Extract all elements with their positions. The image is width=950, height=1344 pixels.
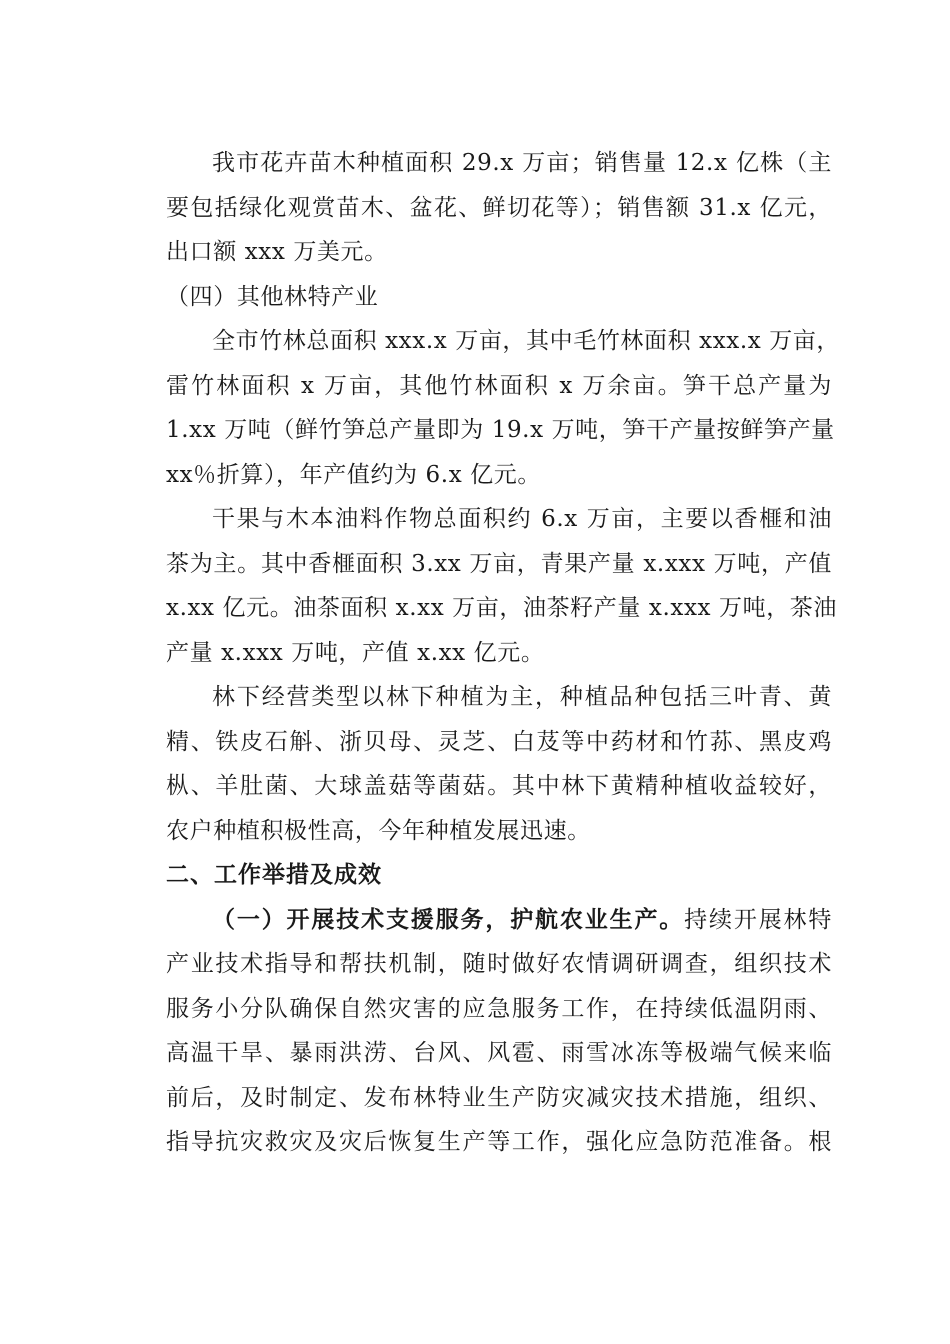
- document-page: [120, 141, 841, 1165]
- text-line: 我市花卉苗木种植面积 29.x 万亩；销售量 12.x 亿株（主: [212, 150, 832, 176]
- text-line: 枞、羊肚菌、大球盖菇等菌菇。其中林下黄精种植收益较好，: [166, 773, 832, 799]
- text-line: 1.xx 万吨（鲜竹笋总产量即为 19.x 万吨，笋干产量按鲜笋产量: [166, 417, 835, 443]
- section-heading-other-forestry: （四）其他林特产业: [166, 283, 379, 310]
- text-line: 农户种植积极性高，今年种植发展迅速。: [166, 817, 591, 844]
- text-line: 高温干旱、暴雨洪涝、台风、风雹、雨雪冰冻等极端气候来临: [166, 1040, 832, 1066]
- paragraph-flowers: [120, 141, 832, 275]
- text-line: x.xx 亿元。油茶面积 x.xx 万亩，油茶籽产量 x.xxx 万吨，茶油: [166, 595, 837, 621]
- text-line: 指导抗灾救灾及灾后恢复生产等工作，强化应急防范准备。根: [166, 1129, 832, 1155]
- paragraph-understory: [120, 675, 832, 853]
- text-line: 要包括绿化观赏苗木、盆花、鲜切花等）；销售额 31.x 亿元，: [166, 194, 832, 221]
- paragraph-lead-title: （一）开展技术支援服务，护航农业生产。: [212, 905, 685, 933]
- text-line: 服务小分队确保自然灾害的应急服务工作，在持续低温阴雨、: [166, 995, 832, 1022]
- text-line: [120, 898, 832, 943]
- text-line: 前后，及时制定、发布林特业生产防灾减灾技术措施，组织、: [166, 1084, 832, 1111]
- text-line: 产业技术指导和帮扶机制，随时做好农情调研调查，组织技术: [166, 951, 832, 977]
- text-line: 雷竹林面积 x 万亩，其他竹林面积 x 万余亩。笋干总产量为: [166, 372, 832, 399]
- paragraph-bamboo: [120, 319, 841, 497]
- text-line: 干果与木本油料作物总面积约 6.x 万亩，主要以香榧和油: [212, 506, 832, 532]
- text-line: 全市竹林总面积 xxx.x 万亩，其中毛竹林面积 xxx.x 万亩，: [212, 328, 841, 354]
- paragraph-lead-rest: 持续开展林特: [684, 906, 832, 933]
- paragraph-technical-support: [120, 898, 832, 1165]
- text-line: 精、铁皮石斛、浙贝母、灵芝、白芨等中药材和竹荪、黑皮鸡: [166, 728, 832, 755]
- text-line: xx％折算），年产值约为 6.x 亿元。: [166, 461, 541, 488]
- text-line: 茶为主。其中香榧面积 3.xx 万亩，青果产量 x.xxx 万吨，产值: [166, 550, 832, 577]
- section-heading-measures: 二、工作举措及成效: [166, 862, 382, 888]
- paragraph-dry-fruit-oil: [120, 497, 837, 675]
- text-line: 产量 x.xxx 万吨，产值 x.xx 亿元。: [166, 639, 545, 666]
- text-line: 出口额 xxx 万美元。: [166, 239, 388, 265]
- text-line: 林下经营类型以林下种植为主，种植品种包括三叶青、黄: [212, 684, 832, 710]
